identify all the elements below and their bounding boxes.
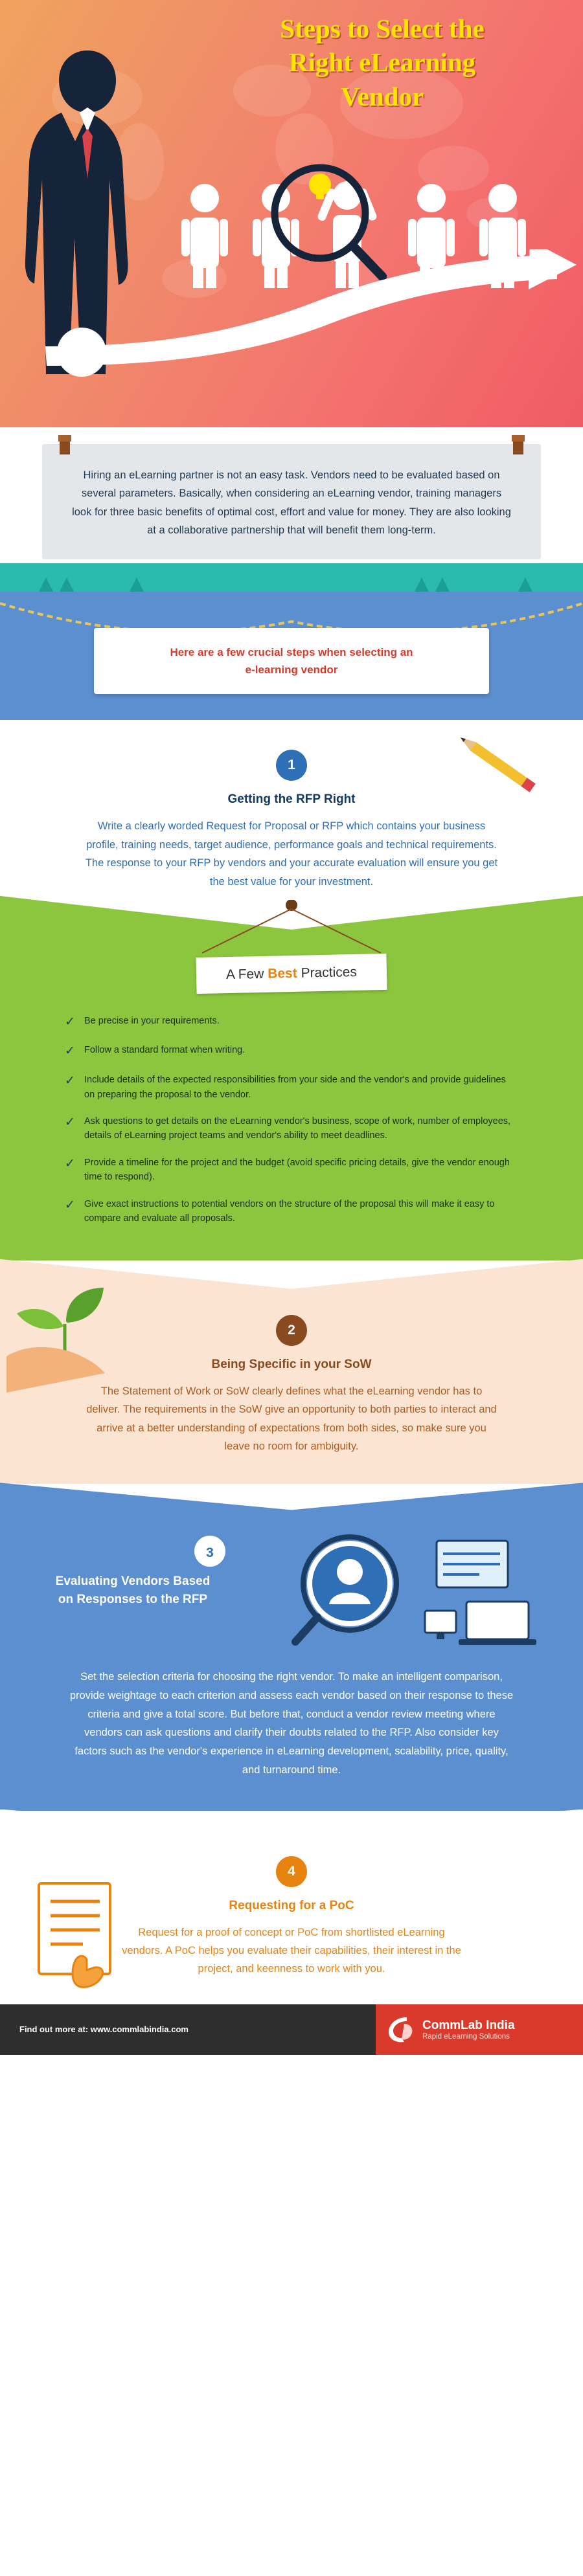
hero-ball-shape (57, 328, 106, 377)
practice-list (65, 1014, 518, 1226)
list-item (65, 1043, 518, 1060)
practice-text: Ask questions to get details on the eLearning vendor's business, scope of work, number of employees, details of eLearning project teams and vendor's ability to meet deadlines. (84, 1116, 511, 1141)
user-avatar-icon (307, 1541, 393, 1626)
vendor-evaluation-graphic (272, 1532, 557, 1668)
commlab-logo-icon (387, 2015, 415, 2044)
grass-divider (0, 563, 583, 592)
step-1-body: Write a clearly worded Request for Proposal or RFP which contains your business profile, training needs, target audience, performance goals and technical requirements. The response to your RFP by vendors and your accurate evaluation will ensure you get the best value for your investment. (85, 820, 498, 888)
title-line-1: Steps to Select the (280, 14, 485, 43)
banner-line-2: e-learning vendor (245, 664, 338, 677)
step-3-badge: 3 (194, 1536, 225, 1567)
check-icon: ✓ (65, 1044, 75, 1058)
step-3-section (0, 1515, 583, 1810)
ribbon-strings-icon (0, 900, 583, 962)
title-line-2: Right eLearning (288, 47, 476, 78)
step-2-title: Being Specific in your SoW (211, 1357, 372, 1371)
list-item (65, 1014, 518, 1031)
best-practices-ribbon (196, 954, 387, 994)
brand-tagline: Rapid eLearning Solutions (422, 2032, 510, 2041)
document-with-hand-icon (32, 1879, 130, 1989)
brand-block (376, 2004, 583, 2055)
hero-section (0, 0, 583, 427)
ribbon-highlight: Best (267, 965, 297, 981)
practice-text: Include details of the expected responsibilities from your side and the vendor's and provide guidelines on preparing the proposal to the vendor. (84, 1075, 506, 1100)
list-item (65, 1197, 518, 1226)
banner-sign (94, 628, 489, 694)
step-2-body: The Statement of Work or SoW clearly defines what the eLearning vendor has to deliver. The requirements in the SoW give an opportunity to both parties to interact and arrive at a better understanding of expectations from both sides, so make sure you leave no room for ambiguity. (86, 1385, 497, 1452)
checklist-icon (437, 1541, 508, 1587)
ribbon-prefix: A Few (225, 966, 268, 982)
best-practices-section (0, 930, 583, 1260)
hand-with-plant-icon (6, 1259, 136, 1395)
step-3-header-row (0, 1532, 583, 1668)
practice-text: Follow a standard format when writing. (84, 1045, 246, 1056)
list-item (65, 1114, 518, 1143)
ribbon-suffix: Practices (297, 964, 358, 981)
list-item (65, 1156, 518, 1185)
lightbulb-icon (309, 174, 331, 199)
check-icon: ✓ (65, 1198, 75, 1212)
check-icon: ✓ (65, 1115, 75, 1129)
step-3-title-line-1: Evaluating Vendors Based (55, 1574, 211, 1589)
footer-url-text[interactable]: Find out more at: www.commlabindia.com (19, 2024, 189, 2035)
step-3-title (26, 1574, 240, 1617)
footer (0, 2004, 583, 2055)
practice-text: Provide a timeline for the project and the budget (avoid specific pricing details, give the vendor enough time to respond). (84, 1157, 510, 1183)
blue-section-notch (0, 1483, 583, 1515)
intro-paragraph: Hiring an eLearning partner is not an easy task. Vendors need to be evaluated based on several parameters. Basically, when considering an eLearning vendor, training managers look for three basic benefits of optimal cost, effort and value for money. They are also looking at a collaborative partnership that will benefit them long-term. (42, 444, 541, 559)
banner-section (0, 592, 583, 720)
practice-text: Be precise in your requirements. (84, 1015, 220, 1026)
step-4-title: Requesting for a PoC (229, 1898, 354, 1912)
list-item (65, 1073, 518, 1102)
step-4-body: Request for a proof of concept or PoC from shortlisted eLearning vendors. A PoC helps you evaluate their capabilities, their interest in the project, and keenness to work with you. (122, 1926, 461, 1975)
check-icon: ✓ (65, 1074, 75, 1088)
intro-section (0, 427, 583, 563)
laptop-icon (459, 1602, 536, 1645)
step-3-body: Set the selection criteria for choosing the right vendor. To make an intelligent comparison, provide weightage to each criterion and assess each vendor based on their response to these criteria and give a total score. But before that, conduct a vendor review meeting where vendors can ask questions and clarify their doubts related to the RFP. Also consider key factors such as the vendor's experience in eLearning development, scalability, price, quality, and turnaround time. (69, 1671, 514, 1776)
step-1-badge: 1 (276, 750, 307, 781)
check-icon: ✓ (65, 1156, 75, 1170)
banner-line-1: Here are a few crucial steps when selecting an (170, 646, 413, 658)
title-line-3: Vendor (340, 81, 424, 111)
step-1-section (0, 720, 583, 897)
page-title (214, 12, 551, 113)
ribbon-wrap (0, 930, 583, 992)
step-2-section (0, 1295, 583, 1484)
step-4-notch (0, 1809, 583, 1839)
check-icon: ✓ (65, 1014, 75, 1029)
practice-text: Give exact instructions to potential vendors on the structure of the proposal this will make it easy to compare and evaluate all proposals. (84, 1198, 495, 1224)
pencil-icon (447, 726, 544, 804)
pin-left-icon (60, 435, 70, 454)
growth-arrow-icon (39, 249, 577, 366)
brand-name: CommLab India (422, 2018, 515, 2032)
step-1-title: Getting the RFP Right (227, 792, 356, 807)
step-3-title-line-2: on Responses to the RFP (58, 1593, 208, 1607)
step-2-badge: 2 (276, 1315, 307, 1346)
step-4-badge: 4 (276, 1856, 307, 1887)
step-4-section (0, 1839, 583, 2004)
pin-right-icon (513, 435, 523, 454)
monitor-icon (425, 1611, 456, 1639)
